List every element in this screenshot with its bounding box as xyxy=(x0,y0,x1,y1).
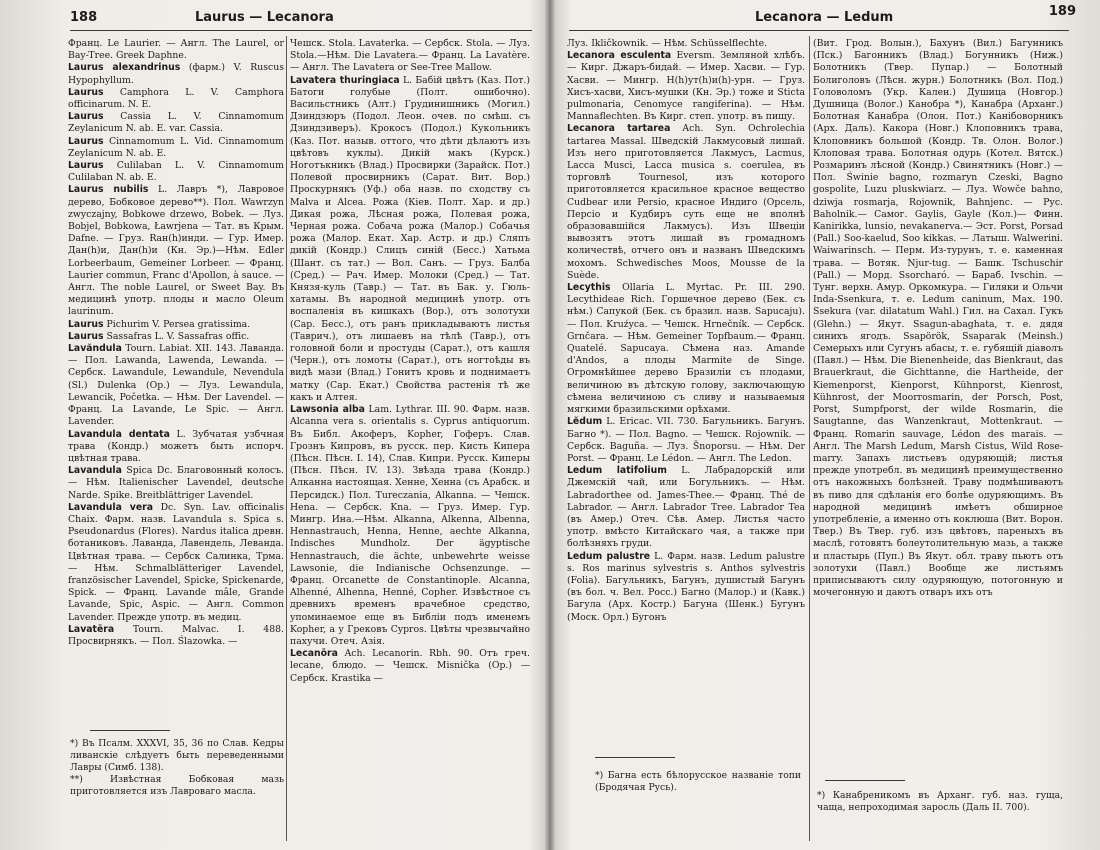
footnote: *) Въ Псалм. XXXVI, 35, 36 по Слав. Кедры ливанскіе слѣдуетъ быть переведенными Лавры (Симб. 138). xyxy=(70,738,284,773)
entry: Lavatera thuringiaca L. Бабій цвѣтъ (Каз. Пот.) Батоги голубые (Полт. ошибочно). Васильстникъ (Алт.) Грудинишникъ (Могил.) Дзиндзюръ (Подол. Леон. очев. по смѣш. съ Дзиндзиверъ). Крокосъ (Подол.) Кукольникъ (Каз. Пот. назыв. оттого, что дѣти дѣлаютъ изъ цвѣтовъ куклы). Дикій макъ (Курск.) Ноготъкникъ (Влад.) Просвирки (Зарайск. Пот.) Полевой просвирникъ (Сарат. Вит. Вор.) Проскурнякъ (Уф.) оба назв. по сходству съ Malva и Alcea. Рожа (Кіев. Полт. Хар. и др.) Дикая рожа, Лѣсная рожа, Полевая рожа, Черная рожа. Собача рожа (Малор.) Собачья рожа (Малор. Екат. Хар. Астр. и др.) Сляпъ дикій (Кондр.) Слицъ синій (Бесс.) Хатьма (Шант. съ тат.) — Вол. Санъ. — Груз. Балба (Сред.) — Рач. Имер. Молоки (Сред.) — Тат. Князя-куль (Тавр.) — Тат. въ Бак. у. Гюль-хатамы. Въ народной медицинѣ употр. отъ воспаленія въ кишкахъ (Вор.), отъ золотухи (Сар. Бесс.), отъ ранъ прикладываютъ листья (Таврич.), отъ лишаевъ на тѣлѣ (Тавр.), отъ головной боли и простуды (Сарат.), отъ кашля (Черн.), отъ ломоты (Сарат.), отъ ногтоѣды въ видѣ мази (Влад.) Гонитъ кровь и поднимаетъ матку (Сар. Екат.) Свойства растенія тѣ же какъ и Алтея. xyxy=(290,74,530,403)
entry: Ledum palustre L. Фарм. назв. Ledum palustre s. Ros marinus sylvestris s. Anthos sylvestris (Folia). Багульникъ, Багунъ, душистый Багунъ (въ бол. ч. Вел. Росс.) Багно (Малор.) и (Кавк.) Багула (Арх. Костр.) Багуна (Шенк.) Бугунъ (Моск. Орл.) Бугонъ xyxy=(567,550,805,623)
entry: Франц. Le Laurier. — Англ. The Laurel, or Bay-Tree. Greek Daphne. xyxy=(68,38,284,62)
text-column-1 xyxy=(68,38,284,728)
entry: Laurus nubilis L. Лавръ *), Лавровое дерево, Бобковое дерево**). Пол. Wawrzyn zwyczajny, Bobkowe drzewo, Bobek. — Луз. Bobjel, Bobkowa, Ławrjena — Тат. въ Крым. Dafne. — Груз. Ɍан(h)инди. — Гур. Имер. Дан(h)и, Дан(h)и (Кн. Эр.)—Нѣм. Edler Lorbeerbaum, Gemeiner Lorbeer. — Франц. Laurier commun, Franc d'Apollon, à sauce. — Англ. The noble Laurel, or Sweet Bay. Въ медицинѣ употр. плоды и масло Oleum laurinum. xyxy=(68,184,284,318)
entry: Lecanora esculenta Eversm. Земляной хлѣбъ. — Кирг. Джаръ-бидай. — Имер. Хасви. — Гур. Хасви. — Мингр. Н(h)ут(h)и(h)-урн. — Груз. Хисъ-хасви, Хисъ-мушки (Кн. Эр.) тоже и Sticta pulmonaria, Cenomyce rangiferina). — Нѣм. Mannaflechten. Въ Кирг. степ. употр. въ пищу. xyxy=(567,50,805,123)
running-title: Lecanora — Ledum xyxy=(755,10,894,25)
page-number: 189 xyxy=(1048,4,1076,19)
entry: Ledum latifolium L. Лабрадорскій или Джемскій чай, или Богульникъ. — Нѣм. Labradorthee od. James-Thee.— Франц. Thé de Labrador. — Англ. Labrador Tree. Labrador Tea (въ Амер.) Отеч. Сѣв. Амер. Листья часто употр. вмѣсто Китайскаго чая, а также при болѣзняхъ груди. xyxy=(567,465,805,550)
entry: Lavandula vera Dc. Syn. Lav. officinalis Chaix. Фарм. назв. Lavandula s. Spica s. Pseudonardus (Flores). Nardus italica древн. ботаниковъ. Лаванда, Лавендель, Леванда. Цвѣтная трава. — Сербск Салинка, Трма. — Нѣм. Schmalblätteriger Lavendel, französischer Lavendel, Spicke, Spickenarde, Spick. — Франц. Lavande mâle, Grande Lavande, Spic, Aspic. — Англ. Common Lavender. Прежде употр. въ медиц. xyxy=(68,501,284,623)
page-number: 188 xyxy=(70,10,98,25)
footnote-rule xyxy=(90,730,170,731)
text-column-2 xyxy=(813,38,1063,778)
entry: Lavandula Spica Dc. Благовонный колосъ. — Нѣм. Italienischer Lavendel, deutsche Narde. Spike. Breitblättriger Lavendel. xyxy=(68,465,284,501)
header-rule xyxy=(70,30,532,31)
entry: Lawsonia alba Lam. Lythrar. III. 90. Фарм. назв. Alcanna vera s. orientalis s. Cyprus antiquorum. Въ Библ. Акоферъ, Kopher, Гоферъ. Слав. Грознъ Кипровъ, въ русск. пер. Кисть Кипера (Пѣсн. Пѣсн. I. 14), Слав. Кипри. Русск. Киперы (Пѣсн. Пѣсн. IV. 13). Звѣзда трава (Кондр.) Алканна настоящая. Хенне, Хенна (съ Арабск. и Персидск.) Пол. Tureczania, Alkanna. — Чешск. Henа. — Сербск. Kna. — Груз. Имер. Гур. Мингр. Ина.—Нѣм. Alkanna, Alkenna, Albenna, Hennastrauch, Henna, Henne, aechte Alkanna, Indisches Mundholz. Der ägyptische Hennastrauch, die ächte, unbewehrte weisse Lawsonie, die Indianische Ochsenzunge. — Франц. Orcanette de Constantinople. Alcanna, Alhenné, Alhenna, Henné, Copher. Извѣстное съ древнихъ временъ врачебное средство, упоминаемое еще въ Библіи подъ именемъ Kopher, а у Грековъ Cypros. Цвѣты чрезвычайно пахучи. Отеч. Азія. xyxy=(290,404,530,647)
entry: Lavăndula Tourn. Labiat. XII. 143. Лаванда. — Пол. Lawanda, Lawenda, Lewanda. — Сербск. Lawandule, Lewandule, Nevendula (Sl.) Dulenka (Op.) — Луз. Lewandula, Lewancik, Početka. — Нѣм. Der Lavendel. — Франц. La Lavande, Le Spic. — Англ. Lavender. xyxy=(68,343,284,428)
entry: Lavandula dentata L. Зубчатая узбчная трава (Кондр.) можетъ быть испорч. цвѣтная трава. xyxy=(68,428,284,464)
footnote: *) Багна есть бѣлорусское названіе топи (Бродячая Русь). xyxy=(595,770,801,793)
footnotes xyxy=(70,738,284,798)
running-title: Laurus — Lecanora xyxy=(195,10,334,25)
column-divider xyxy=(809,36,810,841)
text-column-2 xyxy=(290,38,530,838)
entry: Laurus Sassafras L. V. Sassafras offic. xyxy=(68,330,250,342)
footnote: *) Канабреникомъ въ Арханг. губ. наз. гуща, чаща, непроходимая заросль (Даль II. 700). xyxy=(817,790,1063,813)
entry: Laurus alexandrinus (фарм.) V. Ruscus Hypophyllum. xyxy=(68,62,284,86)
entry: Laurus Cinnamomum L. Vid. Cinnamomum Zeylanicum N. ab. E. xyxy=(68,135,284,159)
left-page xyxy=(0,0,545,850)
entry: Lavatēra Tourn. Malvac. I. 488. Просвирнякъ. — Пол. Ślazowka. — xyxy=(68,623,284,647)
right-page xyxy=(555,0,1100,850)
entry: Laurus Culilaban L. V. Cinnamomum Culilaban N. ab. E. xyxy=(68,160,284,184)
entry: Laurus Pichurim V. Persea gratissima. xyxy=(68,318,251,330)
text-column-1 xyxy=(567,38,805,838)
entry: (Вит. Грод. Волын.), Бахунъ (Вил.) Багунникъ (Пск.) Багонникъ (Влад.) Богунникъ (Ниж.) Болотникъ (Твер. Пупар.) — Болотный Болиголовъ (Лѣсн. журн.) Болотникъ (Вол. Под.) Головоломъ (Укр. Кален.) Душица (Новгор.) Душница (Волог.) Канобра *), Канабра (Арханг.) Болотная Канабра (Олон. Пот.) Канібоворникъ (Арх. Даль). Какора (Новг.) Клоповникъ трава, Клоповникъ большой (Кондр. Тв. Олон. Волог.) Клоповая трава. Болотная одурь (Котел. Вятск.) Розмаринъ лѣсной (Кондр.) Свинятникъ (Новг.) — Пол. Świnie bagno, rozmaryn Czeski, Bagno gospolite, Luzu pluskwiarz. — Луз. Wowče bahno, dziwja rosmarja, Rojownik, Bahnjenc. — Рус. Baholnik.— Самог. Gaylis, Gayle (Кол.)— Финн. Kanirikka, lunsio, nevakanerva.— Эст. Porst, Porsad (Pall.) Soo-kaelud, Soo kikkas. — Латыш. Walwerini. Waiwarinsch. — Перм. Из-турунъ, т. е. каменная трава. — Вотяк. Njur-tug. — Башк. Tschuschir (Pall.) — Морд. Ssorcharó. — Бараб. Ivschin. — Тунг. верхн. Амур. Оркомкура. — Гиляки и Ольчи Inda-Ssenkura, т. е. Ledum caninum, Max. 190. Ssekura (var. dilatatum Wahl.) Гил. на Сахал. Гукъ (Glehn.) — Якут. Ssagun-abaghata, т. е. дядя синихъ ягодъ. Ssapörök, Ssaparak (Meinsh.) Семерыхъ или Сугунъ абасы, т. е. губящій діаволъ (Павл.) — Нѣм. Die Bienenheide, das Bienkraut, das Brauerkraut, die Gichttanne, die Hartheide, der Kiemenporst, Kienporst, Kühnporst, Kienrost, Kühnrost, der Moorrosmarin, der Porsch, Post, Porst, Sumpfporst, der wilde Rosmarin, die Saugtanne, das Wanzenkraut, Mottenkraut. — Франц. Romarin sauvage, Lédon des marais. — Англ. The Marsh Ledum, Marsh Cistus, Wild Rose-marry. Запахъ листьевъ одуряющій; листья прежде употребл. въ медицинѣ преимущественно отъ накожныхъ болѣзней. Траву подмѣшиваютъ въ пиво для сдѣланія его болѣе одуряющимъ. Въ народной медицинѣ имѣетъ обширное употребленіе, а именно отъ коклюша (Вит. Ворон. Твер.) Въ Твер. губ. изъ цвѣтовъ, пареныхъ въ маслѣ, готовятъ болеутолительную мазь, а также и пластырь (Пуп.) Въ Якут. обл. траву пьютъ отъ золотухи (Павл.) Вообще же листьямъ приписываютъ силу одуряющую, потогонную и мочегонную и даютъ отваръ ихъ отъ xyxy=(813,38,1063,599)
entry: Lĕdum L. Ericac. VII. 730. Багульникъ. Багунъ. Багно *). — Пол. Bagno. — Чешск. Rojownik. — Сербск. Baguña. — Луз. Šnoporsu. — Нѣм. Der Porst. — Франц. Le Lédon. — Англ. The Ledon. xyxy=(567,416,805,464)
header-rule xyxy=(569,30,1069,31)
entry: Луз. Ikličkownik. — Нѣм. Schüsselflechte. xyxy=(567,38,768,49)
footnote-rule xyxy=(825,780,905,781)
column-divider xyxy=(286,36,287,841)
entry: Laurus Camphora L. V. Camphora officinarum. N. E. xyxy=(68,86,284,111)
entry: Laurus Cassia L. V. Cinnamomum Zeylanicum N. ab. E. var. Cassia. xyxy=(68,111,284,135)
entry: Lecanora tartarea Ach. Syn. Ochrolechia tartarea Massal. Шведскій Лакмусовый лишай. Изъ него приготовляется Лакмусъ, Lacmus, Lacca Musci, Lacca musica s. coerulea, въ торговлѣ Tournesol, изъ которого приготовляется красильное красное вещество Cudbear или Persio, красное Индиго (Орсель, Персіо и Кудбиръ суть еще не вполнѣ образовавшійся Лакмусъ). Изъ Швеціи вывозятъ этотъ лишай въ громадномъ количествѣ, отчего онъ и названъ Шведскимъ мохомъ. Schwedisches Moos, Mousse de la Suède. xyxy=(567,123,805,281)
entry: Чешск. Stola. Lavaterka. — Сербск. Stola. — Луз. Stola.—Нѣм. Die Lavatera.— Франц. La Lavatère. — Англ. The Lavatera or See-Tree Mallow. xyxy=(290,38,530,74)
footnote-rule xyxy=(595,757,675,758)
entry: Lecythis Ollaria L. Myrtac. Pr. III. 290. Lecythideae Rich. Горшечное дерево (Бек. съ нѣм.) Сапукой (Бек. съ бразил. назв. Sapucaju). — Пол. Kruźyca. — Чешск. Hrnečník. — Сербск. Grnčara. — Нѣм. Gemeiner Topfbaum.— Франц. Quatelé. Sapucaya. Сѣмена наз. Amande d'Andos, а плоды Marmite de Singe. Огромнѣйшее дерево Бразиліи съ плодами, величиною въ дѣтскую голову, заключающую сѣмена величиною съ сливу и называемыя мягкими бразильскими орѣхами. xyxy=(567,282,805,416)
entry: Lecanōra Ach. Lecanorin. Rbh. 90. Отъ греч. lecane, блюдо. — Чешск. Misnička (Op.) — Сербск. Krastika — xyxy=(290,648,530,684)
footnote: **) Извѣстная Бобковая мазь приготовляется изъ Лавроваго масла. xyxy=(70,774,284,797)
book-gutter xyxy=(545,0,555,850)
